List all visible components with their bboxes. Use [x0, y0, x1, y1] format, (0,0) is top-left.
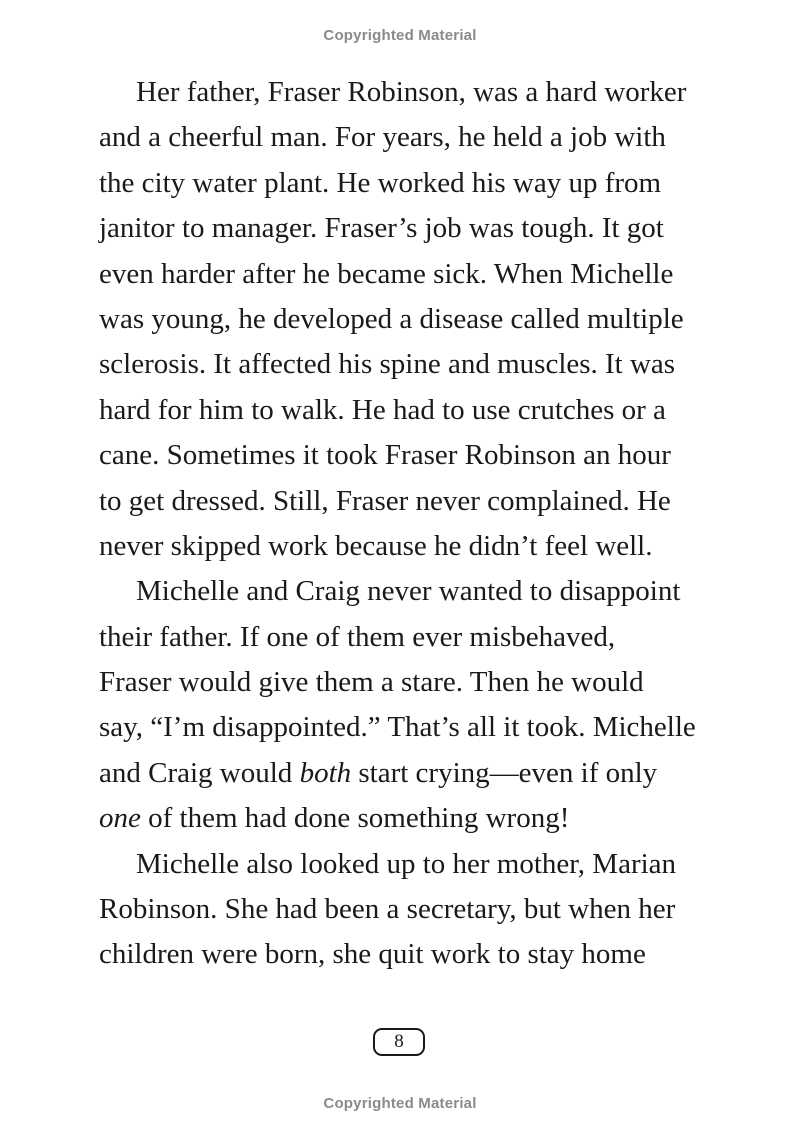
paragraph-3-line-3: children were born, she quit work to stay home — [99, 938, 646, 971]
paragraph-1-line-5: even harder after he became sick. When Michelle — [99, 257, 674, 290]
paragraph-1-line-11: never skipped work because he didn’t feel well. — [99, 529, 653, 562]
paragraph-1-line-2: and a cheerful man. For years, he held a job with — [99, 121, 666, 154]
paragraph-2-line-5 — [99, 751, 711, 796]
line-text-after: of them had done something wrong! — [140, 802, 570, 835]
line-text-after: start crying—even if only — [351, 756, 658, 789]
paragraph-2-line-3: Fraser would give them a stare. Then he would — [99, 666, 644, 699]
line-text-before: and Craig would — [99, 756, 300, 789]
paragraph-1-line-7: sclerosis. It affected his spine and muscles. It was — [99, 348, 676, 381]
paragraph-1-line-4: janitor to manager. Fraser’s job was tough. It got — [99, 212, 664, 245]
copyright-watermark-bottom: Copyrighted Material — [323, 1095, 477, 1112]
paragraph-1-line-6: was young, he developed a disease called multiple — [99, 302, 684, 335]
italic-word-both: both — [299, 756, 352, 789]
paragraph-2-line-1: Michelle and Craig never wanted to disappoint — [136, 575, 681, 608]
paragraph-1-line-8: hard for him to walk. He had to use crutches or a — [99, 393, 666, 426]
paragraph-1-line-10: to get dressed. Still, Fraser never complained. He — [99, 484, 671, 517]
paragraph-1-line-3: the city water plant. He worked his way up from — [99, 166, 662, 199]
body-text — [99, 70, 711, 978]
copyright-watermark-top: Copyrighted Material — [323, 27, 477, 44]
page-number: 8 — [373, 1028, 425, 1056]
paragraph-2-line-6 — [99, 796, 711, 841]
paragraph-3-line-2: Robinson. She had been a secretary, but when her — [99, 893, 676, 926]
paragraph-2-line-4: say, “I’m disappointed.” That’s all it took. Michelle — [99, 711, 696, 744]
paragraph-1-line-1: Her father, Fraser Robinson, was a hard worker — [136, 76, 687, 108]
paragraph-3-line-1: Michelle also looked up to her mother, Marian — [136, 847, 677, 880]
italic-word-one: one — [99, 802, 141, 835]
paragraph-2-line-2: their father. If one of them ever misbehaved, — [99, 620, 616, 653]
paragraph-1-line-9: cane. Sometimes it took Fraser Robinson an hour — [99, 439, 671, 472]
